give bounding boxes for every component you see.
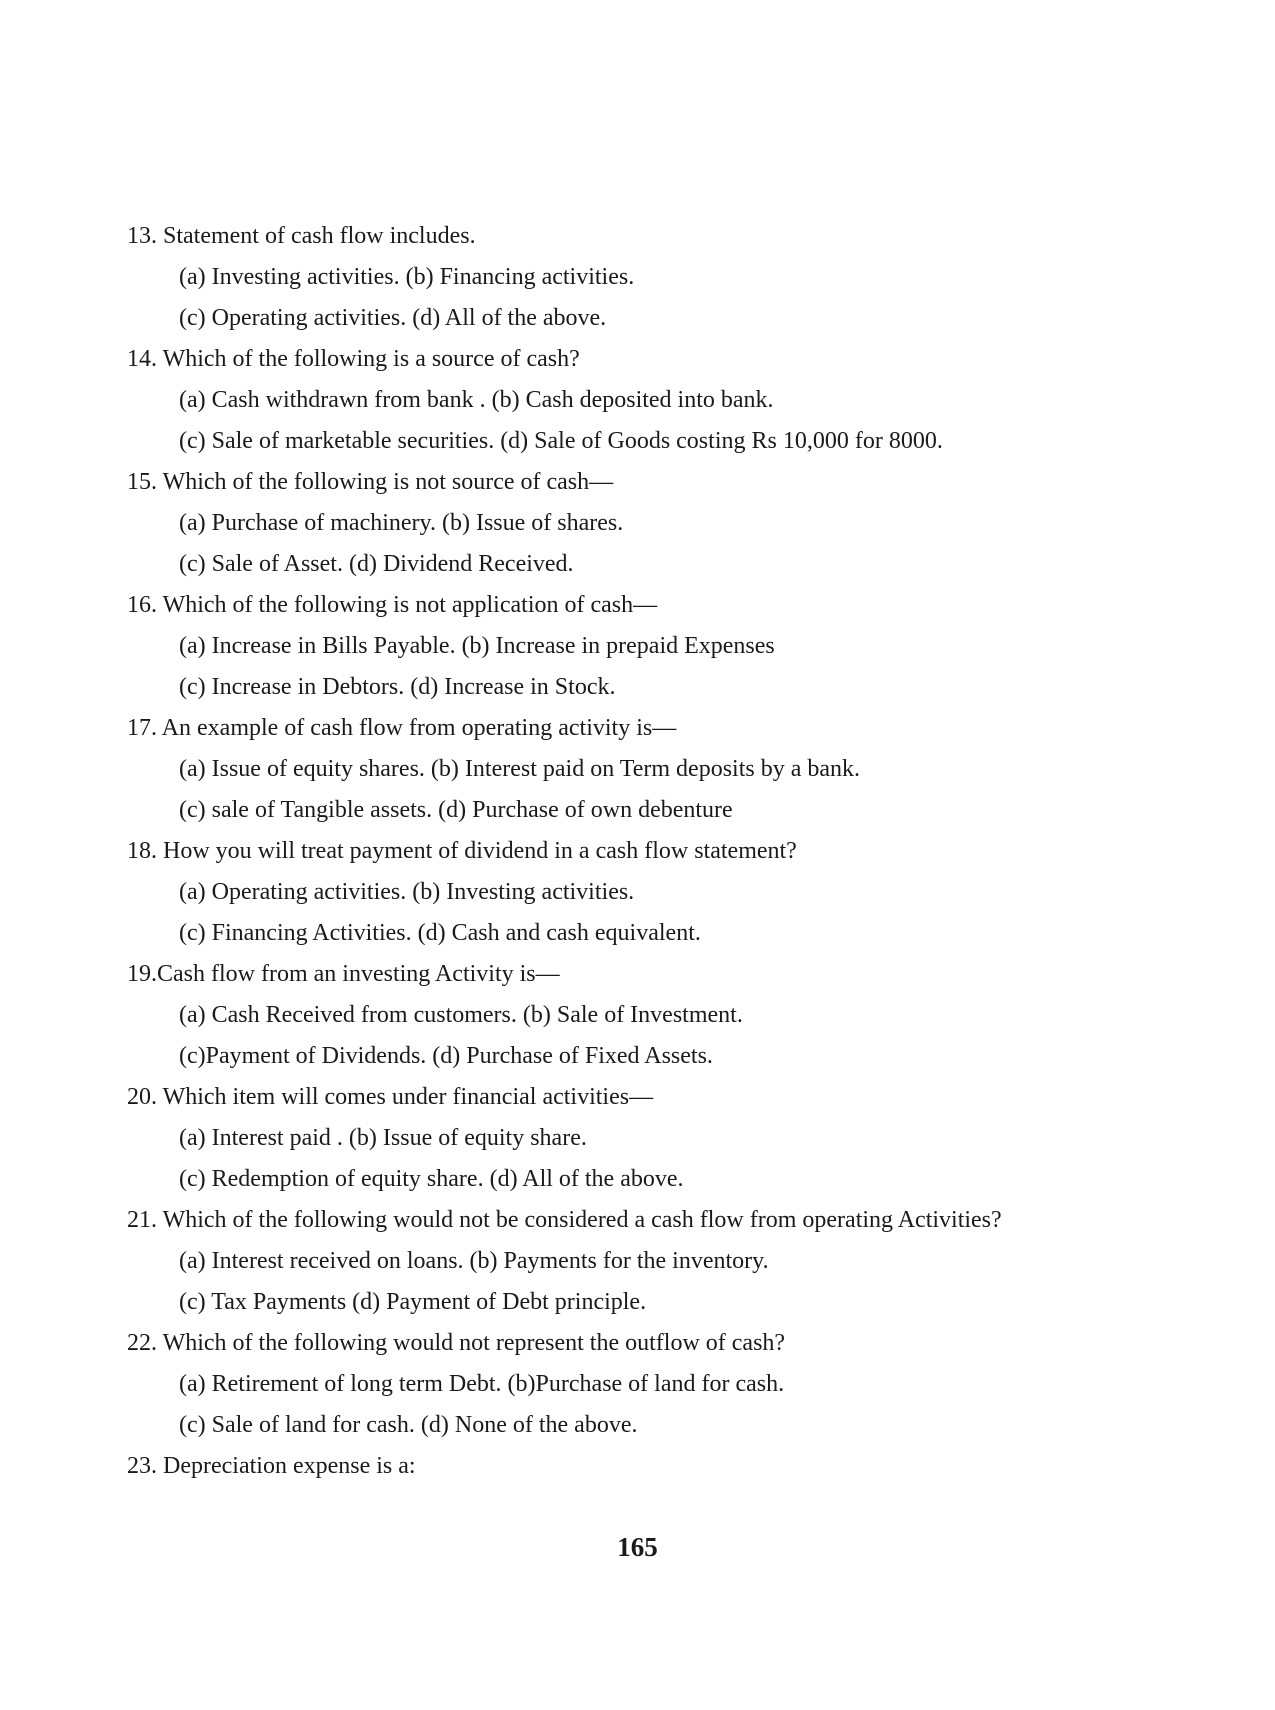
- question-23: [127, 1446, 1187, 1487]
- question-17: [127, 708, 1187, 831]
- question-option: (c) Sale of marketable securities. (d) Sale of Goods costing Rs 10,000 for 8000.: [179, 428, 943, 454]
- question-14: [127, 339, 1187, 462]
- question-option: (a) Cash withdrawn from bank . (b) Cash deposited into bank.: [179, 387, 774, 413]
- question-option: (c)Payment of Dividends. (d) Purchase of Fixed Assets.: [179, 1043, 713, 1069]
- question-option: (c) Redemption of equity share. (d) All of the above.: [179, 1166, 684, 1192]
- question-option: (c) Operating activities. (d) All of the above.: [179, 305, 607, 331]
- question-list: [127, 216, 1187, 1487]
- question-option: (a) Retirement of long term Debt. (b)Purchase of land for cash.: [179, 1371, 785, 1397]
- question-22: [127, 1323, 1187, 1446]
- question-option: (c) Financing Activities. (d) Cash and cash equivalent.: [179, 920, 701, 946]
- question-option: (a) Investing activities. (b) Financing activities.: [179, 264, 635, 290]
- page-number: 165: [617, 1532, 658, 1562]
- question-stem: 13. Statement of cash flow includes.: [127, 223, 476, 249]
- question-stem: 20. Which item will comes under financial activities—: [127, 1084, 654, 1110]
- question-stem: 17. An example of cash flow from operating activity is—: [127, 715, 677, 741]
- question-13: [127, 216, 1187, 339]
- question-stem: 19.Cash flow from an investing Activity is—: [127, 961, 560, 987]
- question-option: (c) Increase in Debtors. (d) Increase in Stock.: [179, 674, 616, 700]
- question-19: [127, 954, 1187, 1077]
- question-option: (a) Interest received on loans. (b) Payments for the inventory.: [179, 1248, 769, 1274]
- question-20: [127, 1077, 1187, 1200]
- question-option: (a) Cash Received from customers. (b) Sale of Investment.: [179, 1002, 743, 1028]
- question-option: (a) Operating activities. (b) Investing activities.: [179, 879, 635, 905]
- question-option: (c) Sale of Asset. (d) Dividend Received.: [179, 551, 574, 577]
- question-stem: 15. Which of the following is not source of cash—: [127, 469, 614, 495]
- question-18: [127, 831, 1187, 954]
- question-stem: 18. How you will treat payment of dividend in a cash flow statement?: [127, 838, 797, 864]
- question-option: (a) Issue of equity shares. (b) Interest paid on Term deposits by a bank.: [179, 756, 861, 782]
- question-option: (c) sale of Tangible assets. (d) Purchase of own debenture: [179, 797, 733, 823]
- question-option: (a) Purchase of machinery. (b) Issue of shares.: [179, 510, 624, 536]
- question-stem: 16. Which of the following is not application of cash—: [127, 592, 658, 618]
- question-option: (a) Interest paid . (b) Issue of equity share.: [179, 1125, 587, 1151]
- question-option: (c) Tax Payments (d) Payment of Debt principle.: [179, 1289, 647, 1315]
- question-stem: 14. Which of the following is a source of cash?: [127, 346, 580, 372]
- question-stem: 22. Which of the following would not represent the outflow of cash?: [127, 1330, 786, 1356]
- question-stem: 23. Depreciation expense is a:: [127, 1453, 416, 1479]
- question-21: [127, 1200, 1187, 1323]
- question-stem: 21. Which of the following would not be considered a cash flow from operating Activities?: [127, 1207, 1002, 1233]
- question-16: [127, 585, 1187, 708]
- question-15: [127, 462, 1187, 585]
- question-option: (c) Sale of land for cash. (d) None of the above.: [179, 1412, 638, 1438]
- question-option: (a) Increase in Bills Payable. (b) Increase in prepaid Expenses: [179, 633, 775, 659]
